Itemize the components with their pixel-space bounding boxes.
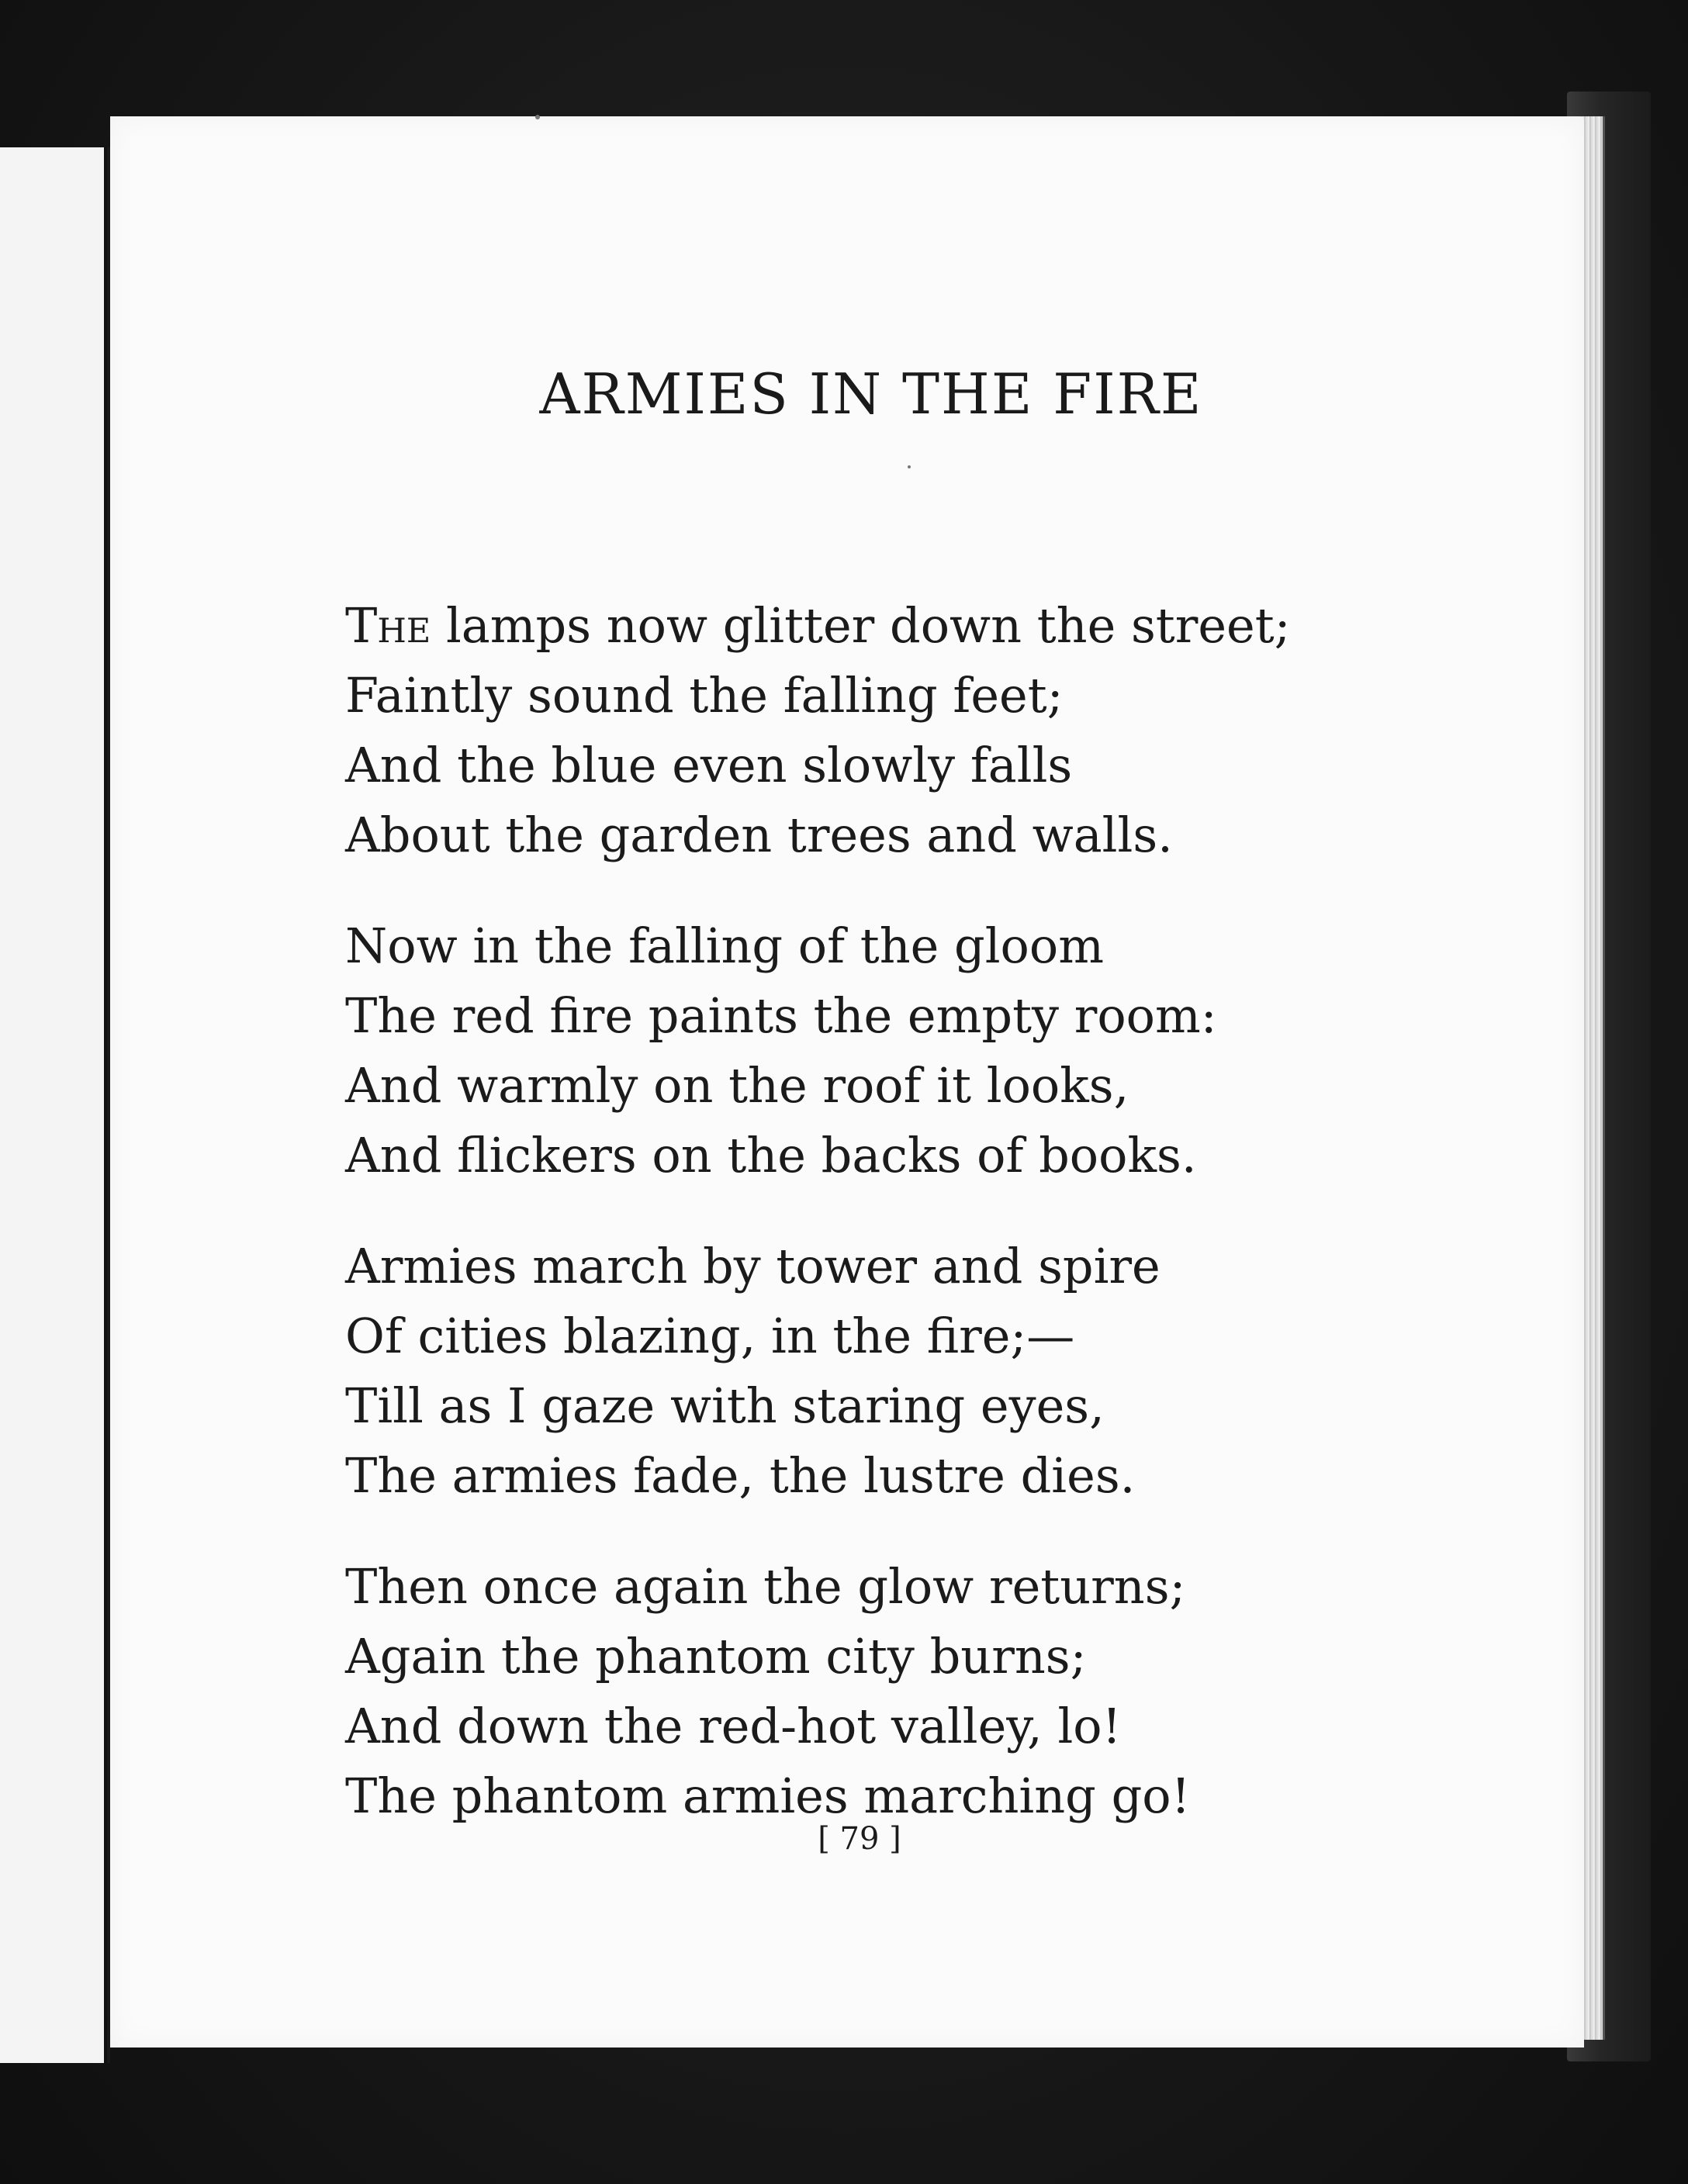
stanza bbox=[345, 1232, 1509, 1511]
dust-speck bbox=[908, 465, 911, 468]
poem-line: And flickers on the backs of books. bbox=[345, 1127, 1197, 1184]
poem-line: About the garden trees and walls. bbox=[345, 807, 1173, 863]
poem-line: And warmly on the roof it looks, bbox=[345, 1057, 1129, 1114]
poem-line: Till as I gaze with staring eyes, bbox=[345, 1377, 1105, 1434]
stanza bbox=[345, 1552, 1509, 1831]
poem-line: Armies march by tower and spire bbox=[345, 1238, 1160, 1294]
line-text: lamps now glitter down the street; bbox=[431, 597, 1291, 654]
stanza bbox=[345, 911, 1509, 1190]
drop-word: The bbox=[345, 597, 431, 654]
poem-line: Again the phantom city burns; bbox=[345, 1628, 1087, 1685]
page-number: [ 79 ] bbox=[818, 1821, 901, 1857]
poem-line bbox=[345, 591, 1509, 661]
left-facing-page bbox=[0, 147, 110, 2063]
poem-line: The phantom armies marching go! bbox=[345, 1768, 1191, 1824]
poem-title: ARMIES IN THE FIRE bbox=[539, 361, 1203, 427]
dust-speck bbox=[535, 115, 540, 119]
poem-line: And down the red-hot valley, lo! bbox=[345, 1698, 1122, 1754]
poem-line: Faintly sound the falling feet; bbox=[345, 667, 1064, 724]
poem-line: The armies fade, the lustre dies. bbox=[345, 1447, 1136, 1504]
poem-line: Of cities blazing, in the fire;— bbox=[345, 1308, 1075, 1364]
poem-line: The red fire paints the empty room: bbox=[345, 987, 1217, 1044]
poem-line: Now in the falling of the gloom bbox=[345, 917, 1104, 974]
poem-line: And the blue even slowly falls bbox=[345, 737, 1073, 793]
gutter-line bbox=[104, 147, 107, 2063]
stanza bbox=[345, 591, 1509, 870]
poem-body bbox=[345, 591, 1509, 1872]
poem-line: Then once again the glow returns; bbox=[345, 1558, 1186, 1615]
